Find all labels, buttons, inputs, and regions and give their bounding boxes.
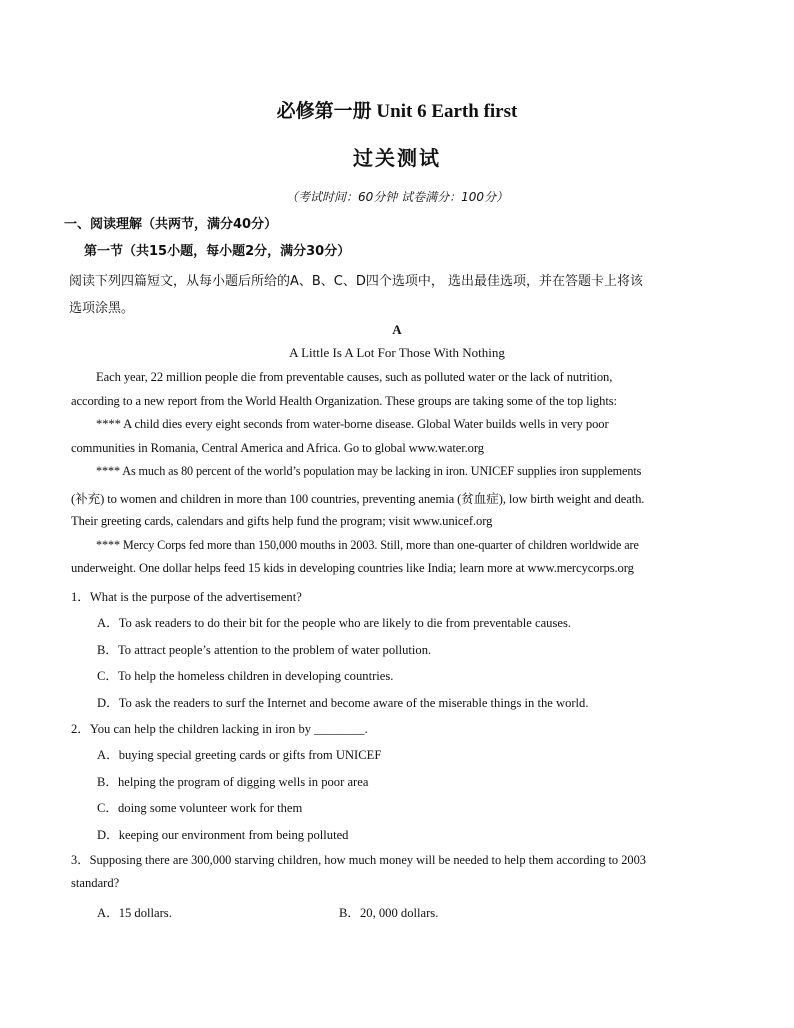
question-1-option-a: A．To ask readers to do their bit for the people who are likely to die from preventable causes.: [97, 616, 572, 630]
passage-line: communities in Romania, Central America and Africa. Go to global www.water.org: [71, 441, 484, 455]
question-3-option-a: A．15 dollars.: [97, 906, 172, 920]
page-title: 必修第一册 Unit 6 Earth first: [276, 101, 518, 122]
passage-line: (补充) to women and children in more than 100 countries, preventing anemia (贫血症), low birth weight and death.: [71, 492, 645, 506]
passage-line: **** A child dies every eight seconds from water-borne disease. Global Water builds wells in very poor: [96, 417, 609, 431]
question-1-option-d: D．To ask the readers to surf the Internet and become aware of the miserable things in the world.: [97, 696, 589, 710]
question-1-option-c: C．To help the homeless children in developing countries.: [97, 669, 394, 683]
passage-line: **** Mercy Corps fed more than 150,000 mouths in 2003. Still, more than one-quarter of children worldwide are: [96, 538, 639, 552]
instruction-line-2: 选项涂黑。: [69, 301, 135, 316]
question-3-stem-cont: standard?: [71, 876, 120, 890]
passage-letter: A: [392, 322, 402, 337]
passage-line: Each year, 22 million people die from preventable causes, such as polluted water or the lack of nutrition,: [96, 370, 613, 384]
passage-line: Their greeting cards, calendars and gifts help fund the program; visit www.unicef.org: [71, 514, 493, 528]
question-2-option-a: A．buying special greeting cards or gifts from UNICEF: [97, 748, 382, 762]
question-3-option-b: B．20, 000 dollars.: [339, 906, 439, 920]
question-2-option-b: B．helping the program of digging wells in poor area: [97, 775, 369, 789]
question-2-option-c: C．doing some volunteer work for them: [97, 801, 303, 815]
passage-line: **** As much as 80 percent of the world’s population may be lacking in iron. UNICEF supplies iron supplements: [96, 464, 642, 478]
passage-line: according to a new report from the World Health Organization. These groups are taking some of the top lights:: [71, 394, 617, 408]
instruction-line-1: 阅读下列四篇短文，从每小题后所给的A、B、C、D四个选项中， 选出最佳选项，并在答题卡上将该: [69, 274, 644, 289]
question-3-stem: 3．Supposing there are 300,000 starving children, how much money will be needed to help them according to 2003: [71, 853, 647, 867]
question-2-option-d: D．keeping our environment from being polluted: [97, 828, 349, 842]
question-1-stem: 1．What is the purpose of the advertisement?: [71, 590, 302, 604]
page-subtitle: 过关测试: [353, 146, 441, 170]
question-1-option-b: B．To attract people’s attention to the problem of water pollution.: [97, 643, 432, 657]
passage-line: underweight. One dollar helps feed 15 kids in developing countries like India; learn more at www.mercycorps.org: [71, 561, 634, 575]
question-2-stem: 2．You can help the children lacking in iron by ________.: [71, 722, 368, 736]
section-heading: 第一节（共15小题，每小题2分，满分30分）: [84, 244, 351, 259]
part-heading: 一、阅读理解（共两节，满分40分）: [64, 217, 278, 232]
exam-info: （考试时间：60分钟 试卷满分：100分）: [286, 190, 508, 204]
passage-title: A Little Is A Lot For Those With Nothing: [289, 345, 505, 360]
